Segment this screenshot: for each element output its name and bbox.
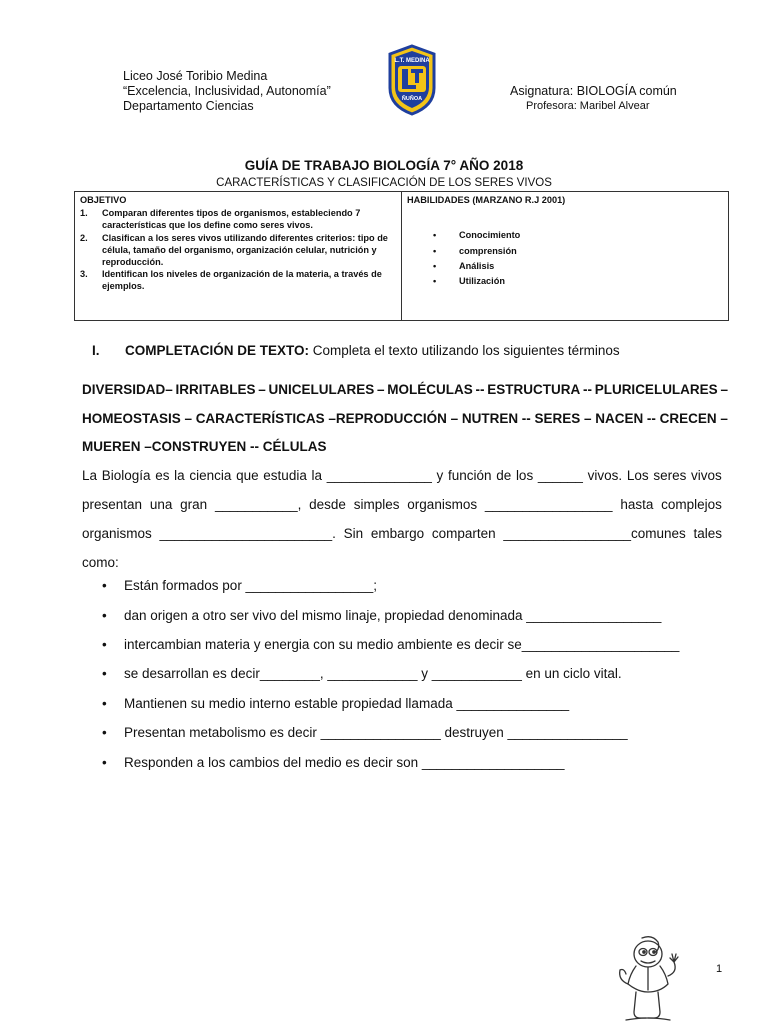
paragraph-word: gran <box>180 497 208 512</box>
bullet-icon: • <box>433 230 437 241</box>
term-line <box>82 376 728 405</box>
paragraph-word: _________________ <box>484 497 613 512</box>
term-word: NACEN <box>595 410 644 426</box>
objective-text: Clasifican a los seres vivos utilizando diferentes criterios: tipo de célula, tamaño del organismo, organización celular, nutrición y reproducción. <box>102 232 388 268</box>
term-word: – <box>258 382 266 397</box>
term-line <box>82 433 728 462</box>
skill-label: Utilización <box>459 276 505 287</box>
page-number: 1 <box>716 963 723 975</box>
objective-item <box>80 207 398 231</box>
skill-item <box>407 259 725 274</box>
section-instruction: Completa el texto utilizando los siguientes términos <box>309 343 620 358</box>
logo-text-top: L.T. MEDINA <box>394 58 430 64</box>
table-divider <box>401 192 402 320</box>
term-word: -- <box>646 410 656 426</box>
paragraph-word: estudia <box>263 468 307 483</box>
bullet-icon: • <box>102 637 107 652</box>
objective-item <box>80 232 398 269</box>
paragraph-word: Sin <box>343 526 364 541</box>
term-line <box>82 405 728 434</box>
paragraph-word: La <box>82 468 98 483</box>
bullet-text: Responden a los cambios del medio es decir son ___________________ <box>124 755 565 770</box>
bullet-icon: • <box>102 578 107 593</box>
skills-cell <box>407 194 725 290</box>
teacher-name: Profesora: Maribel Alvear <box>526 100 650 112</box>
term-word: -- <box>521 410 531 426</box>
paragraph-word: embargo <box>370 526 425 541</box>
bullet-text: Presentan metabolismo es decir ________________ destruyen ________________ <box>124 725 628 740</box>
term-word: CRECEN <box>659 410 717 426</box>
term-word: – <box>450 410 459 426</box>
objective-number: 2. <box>80 232 88 243</box>
term-word: – <box>184 410 192 426</box>
objective-text: Comparan diferentes tipos de organismos, estableciendo 7 características que los define como seres vivos. <box>102 208 361 231</box>
logo-text-bottom: ÑUÑOA <box>401 96 423 102</box>
paragraph-word: ___________, <box>215 497 302 512</box>
school-name: Liceo José Toribio Medina <box>123 69 268 83</box>
paragraph-word: simples <box>353 497 400 512</box>
bullet-text: intercambian materia y energia con su medio ambiente es decir se_____________________ <box>124 637 680 652</box>
fill-in-paragraph <box>82 461 722 577</box>
paragraph-word: como: <box>82 555 119 570</box>
skill-item <box>407 228 725 243</box>
objective-list <box>80 207 398 292</box>
skills-header: HABILIDADES (MARZANO R.J 2001) <box>407 195 566 205</box>
school-logo <box>386 44 438 116</box>
paragraph-word: Los <box>626 468 649 483</box>
paragraph-word: tales <box>693 526 722 541</box>
bullet-icon: • <box>102 696 107 711</box>
objective-header: OBJETIVO <box>80 195 127 205</box>
bullet-icon: • <box>433 261 437 272</box>
bullet-item <box>102 608 722 623</box>
objective-item <box>80 268 398 292</box>
mascot-icon <box>612 934 684 1022</box>
term-word: DIVERSIDAD– <box>82 382 173 397</box>
paragraph-word: hasta <box>620 497 654 512</box>
school-header <box>123 69 331 114</box>
bullet-icon: • <box>433 245 437 256</box>
page-subtitle: CARACTERÍSTICAS Y CLASIFICACIÓN DE LOS SERES VIVOS <box>216 177 552 189</box>
paragraph-word: ______ <box>537 468 583 483</box>
section-heading <box>92 343 620 358</box>
term-word: NUTREN <box>461 410 519 426</box>
bullet-icon: • <box>102 755 107 770</box>
objective-number: 3. <box>80 269 88 280</box>
bullet-icon: • <box>102 725 107 740</box>
subject-line <box>510 84 677 98</box>
term-bank <box>82 376 728 462</box>
bullet-item <box>102 578 722 593</box>
paragraph-word: la <box>311 468 323 483</box>
paragraph-word: presentan <box>82 497 143 512</box>
bullet-item <box>102 725 722 740</box>
term-word: –REPRODUCCIÓN <box>328 410 447 426</box>
objectives-cell <box>80 194 398 293</box>
paragraph-word: vivos. <box>587 468 623 483</box>
paragraph-word: la <box>174 468 185 483</box>
paragraph-word: _______________________. <box>159 526 336 541</box>
bullet-text: Están formados por _________________; <box>124 578 377 593</box>
bullet-icon: • <box>102 608 107 623</box>
bullet-icon: • <box>102 666 107 681</box>
bullet-item <box>102 755 722 770</box>
bullet-item <box>102 637 722 652</box>
paragraph-word: ciencia <box>189 468 232 483</box>
paragraph-word: de <box>496 468 512 483</box>
term-word: CARACTERÍSTICAS <box>195 410 325 426</box>
section-number: I. <box>92 343 100 358</box>
paragraph-word: vivos <box>691 468 722 483</box>
paragraph-word: una <box>149 497 173 512</box>
paragraph-word: que <box>236 468 259 483</box>
skill-label: Conocimiento <box>459 230 521 241</box>
term-word: SERES <box>534 410 581 426</box>
paragraph-line <box>82 490 722 519</box>
term-word: ESTRUCTURA <box>487 382 581 397</box>
paragraph-line <box>82 519 722 548</box>
bullet-text: Mantienen su medio interno estable propiedad llamada _______________ <box>124 696 570 711</box>
paragraph-line <box>82 461 722 490</box>
paragraph-word: los <box>515 468 534 483</box>
paragraph-word: y <box>436 468 444 483</box>
term-word: – <box>720 410 728 426</box>
paragraph-word: organismos <box>82 526 152 541</box>
objectives-table <box>74 191 729 321</box>
department-name: Departamento Ciencias <box>123 99 254 113</box>
bullet-item <box>102 696 722 711</box>
skills-list <box>407 228 725 290</box>
bullet-icon: • <box>433 276 437 287</box>
section-title: COMPLETACIÓN DE TEXTO: <box>125 343 310 358</box>
skill-label: comprensión <box>459 245 517 256</box>
subject-prefix: Asignatura: <box>510 84 574 98</box>
term-word: UNICELULARES <box>268 382 375 397</box>
bullet-text: dan origen a otro ser vivo del mismo linaje, propiedad denominada __________________ <box>124 608 662 623</box>
skill-label: Análisis <box>459 261 495 272</box>
term-word: -- <box>475 382 485 397</box>
term-word: MOLÉCULAS <box>387 382 473 397</box>
paragraph-word: _________________comunes <box>503 526 686 541</box>
paragraph-word: comparten <box>431 526 496 541</box>
paragraph-word: es <box>155 468 170 483</box>
school-motto: “Excelencia, Inclusividad, Autonomía” <box>123 84 331 98</box>
bullet-text: se desarrollan es decir________, ____________ y ____________ en un ciclo vital. <box>124 666 622 681</box>
term-word: -- <box>582 382 592 397</box>
paragraph-word: función <box>447 468 492 483</box>
objective-number: 1. <box>80 208 88 219</box>
term-word: HOMEOSTASIS <box>82 410 181 426</box>
paragraph-word: complejos <box>661 497 722 512</box>
term-word: PLURICELULARES <box>594 382 718 397</box>
term-word: – <box>720 382 728 397</box>
paragraph-word: Biología <box>101 468 151 483</box>
paragraph-word: seres <box>653 468 687 483</box>
page-title: GUÍA DE TRABAJO BIOLOGÍA 7° AÑO 2018 <box>244 158 524 173</box>
paragraph-line <box>82 548 722 577</box>
objective-text: Identifican los niveles de organización de la materia, a través de ejemplos. <box>102 269 382 292</box>
term-word: – <box>377 382 385 397</box>
subject-name: BIOLOGÍA común <box>576 84 677 98</box>
skill-item <box>407 244 725 259</box>
term-word: – <box>583 410 592 426</box>
skill-item <box>407 274 725 289</box>
paragraph-word: organismos <box>407 497 478 512</box>
paragraph-word: ______________ <box>326 468 432 483</box>
term-word: IRRITABLES <box>175 382 256 397</box>
term-word: MUEREN –CONSTRUYEN -- CÉLULAS <box>82 439 327 454</box>
bullet-item <box>102 666 722 681</box>
paragraph-word: desde <box>309 497 346 512</box>
